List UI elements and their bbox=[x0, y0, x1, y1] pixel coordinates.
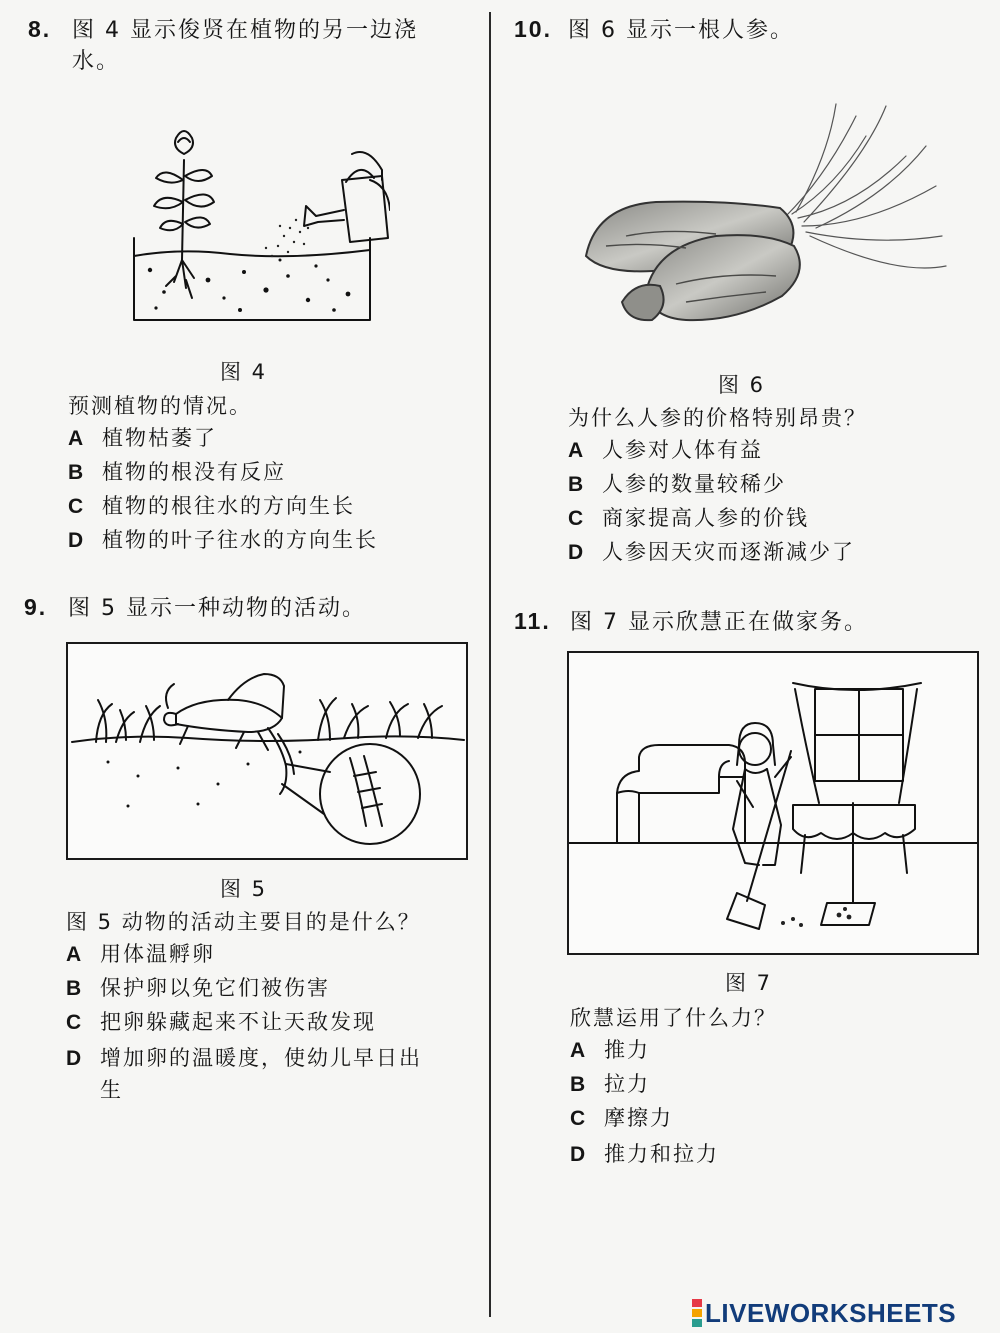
question-number: 10. bbox=[514, 16, 552, 42]
column-divider bbox=[489, 12, 491, 1317]
option-b[interactable]: B 植物的根没有反应 bbox=[68, 460, 286, 484]
question-9-stem: 图 5 动物的活动主要目的是什么？ bbox=[66, 910, 421, 934]
question-text: 图 4 显示俊贤在植物的另一边浇 bbox=[72, 18, 418, 43]
question-text-cont: 水。 bbox=[72, 49, 121, 74]
option-c[interactable]: C 摩擦力 bbox=[570, 1106, 673, 1130]
question-9 bbox=[24, 592, 366, 624]
option-b[interactable]: B 人参的数量较稀少 bbox=[568, 472, 786, 496]
figure-6-ginseng-photo bbox=[566, 96, 956, 346]
option-d[interactable]: D 增加卵的温暖度，使幼儿早日出 bbox=[66, 1046, 422, 1070]
option-d[interactable]: D 植物的叶子往水的方向生长 bbox=[68, 528, 378, 552]
figure-5-grasshopper-laying-eggs bbox=[68, 644, 466, 858]
watermark-text: LIVEWORKSHEETS bbox=[705, 1297, 957, 1328]
option-c[interactable]: C 把卵躲藏起来不让天敌发现 bbox=[66, 1010, 376, 1034]
option-c[interactable]: C 商家提高人参的价钱 bbox=[568, 506, 809, 530]
figure-5-caption: 图 5 bbox=[220, 877, 268, 901]
question-11-stem: 欣慧运用了什么力？ bbox=[570, 1006, 777, 1030]
option-a[interactable]: A 植物枯萎了 bbox=[68, 426, 217, 450]
figure-5-frame bbox=[66, 642, 468, 860]
option-a[interactable]: A 推力 bbox=[570, 1038, 650, 1062]
figure-7-girl-sweeping bbox=[569, 653, 977, 953]
question-text: 图 6 显示一根人参。 bbox=[568, 18, 794, 43]
option-c[interactable]: C 植物的根往水的方向生长 bbox=[68, 494, 355, 518]
figure-4-caption: 图 4 bbox=[220, 360, 268, 384]
liveworksheets-watermark[interactable] bbox=[692, 1296, 956, 1330]
question-11 bbox=[514, 606, 868, 638]
question-number: 8. bbox=[28, 16, 52, 42]
option-a[interactable]: A 人参对人体有益 bbox=[568, 438, 763, 462]
question-8-stem: 预测植物的情况。 bbox=[68, 394, 252, 418]
question-text: 图 7 显示欣慧正在做家务。 bbox=[570, 610, 868, 635]
option-d-continuation: 生 bbox=[100, 1078, 123, 1102]
option-d[interactable]: D 人参因天灾而逐渐减少了 bbox=[568, 540, 855, 564]
question-8 bbox=[28, 14, 418, 77]
figure-7-frame bbox=[567, 651, 979, 955]
figure-6-caption: 图 6 bbox=[718, 373, 766, 397]
question-10-stem: 为什么人参的价格特别昂贵？ bbox=[568, 406, 867, 430]
question-10 bbox=[514, 14, 794, 46]
option-d[interactable]: D 推力和拉力 bbox=[570, 1142, 719, 1166]
liveworksheets-logo-icon bbox=[692, 1298, 702, 1328]
option-b[interactable]: B 拉力 bbox=[570, 1072, 650, 1096]
question-number: 11. bbox=[514, 608, 551, 634]
question-text: 图 5 显示一种动物的活动。 bbox=[68, 596, 366, 621]
option-b[interactable]: B 保护卵以免它们被伤害 bbox=[66, 976, 330, 1000]
question-number: 9. bbox=[24, 594, 48, 620]
option-a[interactable]: A 用体温孵卵 bbox=[66, 942, 215, 966]
figure-4-plant-watering bbox=[120, 120, 390, 335]
figure-7-caption: 图 7 bbox=[725, 971, 773, 995]
